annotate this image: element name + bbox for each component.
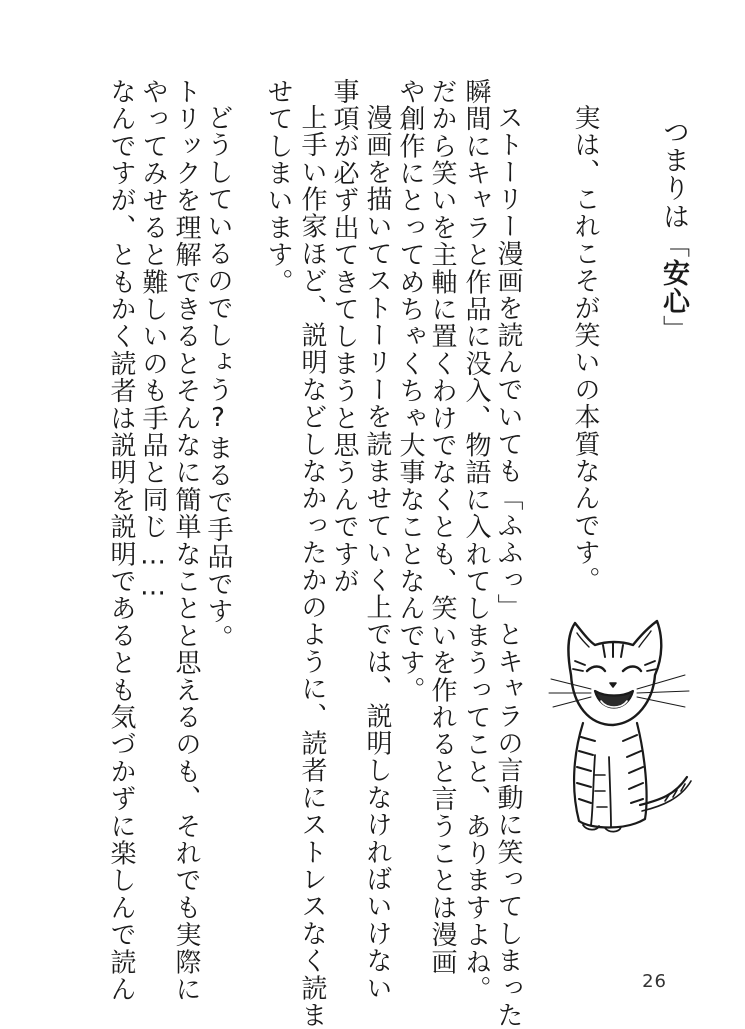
- body-column: 瞬間にキャラと作品に没入、物語に入れてしまうってこと、ありますよね。: [461, 78, 491, 1003]
- body-column: ストーリー漫画を読んでいても「ふふっ」とキャラの言動に笑ってしまった: [493, 104, 523, 1029]
- heading-emphasis: 安心: [658, 259, 689, 316]
- body-column: なんですが、ともかく読者は説明を説明であるとも気づかずに楽しんで読ん: [106, 78, 136, 1003]
- body-column: 上手い作家ほど、説明などしなかったかのように、読者にストレスなく読ま: [297, 104, 327, 1029]
- body-column: トリックを理解できるとそんなに簡単なことと思えるのも、それでも実際に: [171, 78, 201, 1003]
- section-heading: [660, 118, 687, 344]
- body-column: どうしているのでしょう?まるで手品です。: [203, 104, 233, 652]
- body-column: や創作にとってめちゃくちゃ大事なことなんです。: [395, 78, 425, 704]
- laughing-kitten-icon: [545, 605, 695, 840]
- body-column: だから笑いを主軸に置くわけでなくとも、笑いを作れると言うことは漫画: [427, 78, 457, 976]
- body-column: 事項が必ず出てきてしまうと思うんですが: [329, 78, 359, 595]
- heading-open-bracket: 「: [658, 230, 689, 260]
- body-column: 漫画を描いてストーリーを読ませていく上では、説明しなければいけない: [362, 104, 392, 1002]
- body-column: せてしまいます。: [263, 78, 293, 296]
- heading-close-bracket: 」: [658, 315, 689, 344]
- heading-prefix: つまりは: [658, 118, 689, 231]
- body-column: やってみせると難しいのも手品と同じ……: [138, 78, 168, 603]
- body-column: 実は、これこそが笑いの本質なんです。: [570, 104, 600, 594]
- page-number: 26: [642, 971, 667, 992]
